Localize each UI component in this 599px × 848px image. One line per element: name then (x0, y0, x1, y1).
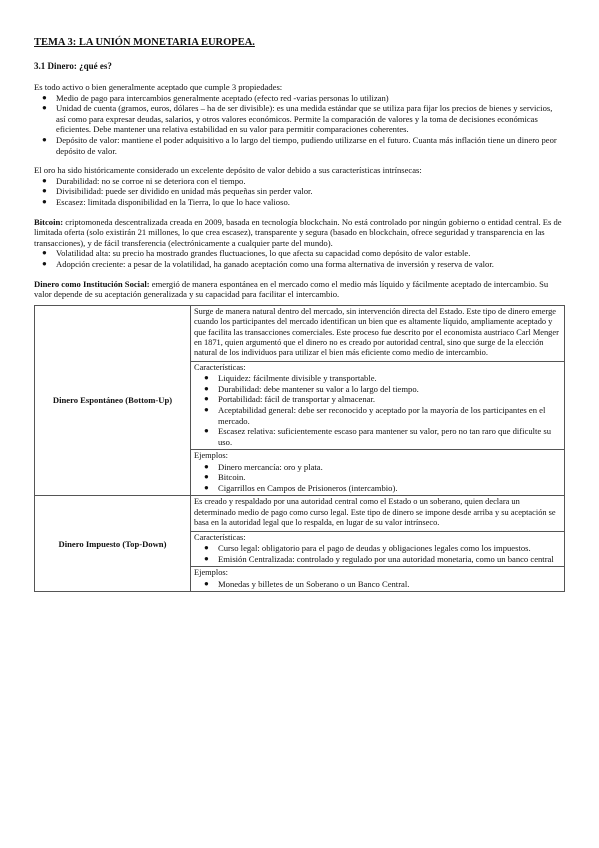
social-block (34, 279, 564, 300)
bullet-icon: ● (42, 196, 47, 206)
list-item: ● Cigarrillos en Campos de Prisioneros (intercambio). (204, 482, 398, 493)
list-item: ● Depósito de valor: mantiene el poder adquisitivo a lo largo del tiempo, pudiendo utilizarse en el futuro. Cuanta más inflación tiene un dinero peor depósito de valor. (42, 134, 557, 156)
row-header-spontaneous: Dinero Espontáneo (Bottom-Up) (35, 305, 191, 496)
bullet-icon: ● (204, 383, 209, 393)
list-item: ● Curso legal: obligatorio para el pago de deudas y obligaciones legales como los impuestos. (204, 543, 531, 554)
features-list (194, 373, 561, 447)
social-paragraph (34, 279, 564, 300)
table-row (35, 496, 565, 531)
examples-label: Ejemplos: (194, 568, 228, 578)
bullet-icon: ● (204, 404, 209, 414)
list-item: ● Bitcoin. (204, 472, 246, 483)
examples-list (194, 462, 561, 494)
list-item: ● Durabilidad: no se corroe ni se deteriora con el tiempo. (42, 175, 246, 186)
list-item: ● Dinero mercancía: oro y plata. (204, 461, 323, 472)
features-label: Características: (194, 532, 246, 542)
imposed-description: Es creado y respaldado por una autoridad central como el Estado o un soberano, quien declara un determinado medio de pago como curso legal. Este tipo de dinero se impone desde arriba y su aceptación se basa en la autoridad legal que lo respalda, en lugar de su valor intrínseco. (191, 496, 565, 531)
bullet-icon: ● (204, 373, 209, 383)
bullet-icon: ● (204, 472, 209, 482)
imposed-examples-cell (191, 567, 565, 592)
bullet-icon: ● (42, 134, 47, 144)
table-row (35, 305, 565, 361)
list-item: ● Unidad de cuenta (gramos, euros, dólares – ha de ser divisible): es una medida estándar que se utiliza para fijar los precios de bienes y servicios, así como para expresar deudas, salarios, y otros valores económicos. Permite la comparación de valores y la toma de decisiones económicas eficientes. Debe mantener una relativa estabilidad en su valor para permitir comparaciones coherentes. (42, 103, 553, 135)
document-page (34, 36, 564, 592)
bullet-icon: ● (42, 92, 47, 102)
bullet-icon: ● (204, 461, 209, 471)
bullet-icon: ● (204, 578, 209, 588)
examples-label: Ejemplos: (194, 451, 228, 461)
examples-list (194, 579, 561, 590)
properties-block (34, 82, 564, 156)
bullet-icon: ● (204, 426, 209, 436)
gold-list (34, 176, 564, 208)
page-title: TEMA 3: LA UNIÓN MONETARIA EUROPEA. (34, 37, 255, 48)
spontaneous-examples-cell (191, 450, 565, 496)
list-item: ● Adopción creciente: a pesar de la volatilidad, ha ganado aceptación como una forma alternativa de inversión y reserva de valor. (42, 258, 494, 269)
bullet-icon: ● (42, 175, 47, 185)
list-item: ● Portabilidad: fácil de transportar y almacenar. (204, 394, 376, 405)
list-item: ● Volatilidad alta: su precio ha mostrado grandes fluctuaciones, lo que afecta su capacidad como depósito de valor estable. (42, 248, 471, 259)
spontaneous-features-cell (191, 361, 565, 450)
bullet-icon: ● (42, 186, 47, 196)
bullet-icon: ● (204, 543, 209, 553)
gold-block (34, 165, 564, 207)
intro-paragraph: Es todo activo o bien generalmente aceptado que cumple 3 propiedades: (34, 82, 283, 92)
bullet-icon: ● (204, 482, 209, 492)
features-label: Características: (194, 362, 246, 372)
bullet-icon: ● (42, 248, 47, 258)
social-text: emergió de manera espontánea en el mercado como el medio más líquido y fácilmente aceptado de intercambio. Su valor depende de su aceptación generalizada y su capacidad para facilitar el intercambio. (34, 278, 549, 300)
list-item: ● Monedas y billetes de un Soberano o un Banco Central. (204, 578, 410, 589)
features-list (194, 543, 561, 564)
list-item: ● Escasez: limitada disponibilidad en la Tierra, lo que lo hace valioso. (42, 196, 290, 207)
section-heading: 3.1 Dinero: ¿qué es? (34, 61, 112, 71)
bitcoin-paragraph (34, 217, 564, 249)
list-item: ● Divisibilidad: puede ser dividido en unidad más pequeñas sin perder valor. (42, 186, 313, 197)
bitcoin-list (34, 248, 564, 269)
imposed-features-cell (191, 531, 565, 567)
gold-intro: El oro ha sido históricamente considerado un excelente depósito de valor debido a sus características intrínsecas: (34, 165, 422, 176)
money-types-table (34, 305, 565, 593)
properties-list (34, 93, 564, 157)
bullet-icon: ● (42, 103, 47, 113)
bullet-icon: ● (204, 394, 209, 404)
bitcoin-lead: Bitcoin: (34, 216, 64, 227)
list-item: ● Emisión Centralizada: controlado y regulado por una autoridad monetaria, como un banco central (204, 553, 554, 564)
row-header-imposed: Dinero Impuesto (Top-Down) (35, 496, 191, 592)
bitcoin-text: criptomoneda descentralizada creada en 2009, basada en tecnología blockchain. No está controlado por ningún gobierno o entidad central. Es de limitada oferta (solo existirán 21 millones, lo que crea escasez), transparente y segura (basado en blockchain, ofrece seguridad y transparencia en las transacciones), y de fácil transferencia (electrónicamente a cualquier parte del mundo). (34, 216, 562, 248)
list-item: ● Escasez relativa: suficientemente escaso para mantener su valor, pero no tan raro que dificulte su uso. (204, 426, 551, 447)
list-item: ● Aceptabilidad general: debe ser reconocido y aceptado por la mayoría de los participantes en el mercado. (204, 404, 546, 426)
list-item: ● Durabilidad: debe mantener su valor a lo largo del tiempo. (204, 383, 419, 394)
bitcoin-block (34, 217, 564, 270)
spontaneous-description: Surge de manera natural dentro del mercado, sin intervención directa del Estado. Este tipo de dinero emerge cuando los participantes del mercado identifican un bien que es altamente líquido, ampliamente aceptado y que facilita las transacciones comerciales. Este proceso fue descrito por el economista austriaco Carl Menger en 1871, quien argumentó que el dinero no es creado por autoridad central, sino que surge de la elección natural de los individuos para utilizar el bien más eficiente como medio de intercambio. (191, 305, 565, 361)
bullet-icon: ● (42, 258, 47, 268)
list-item: ● Liquidez: fácilmente divisible y transportable. (204, 373, 377, 384)
list-item: ● Medio de pago para intercambios generalmente aceptado (efecto red -varias personas lo utilizan) (42, 92, 389, 103)
bullet-icon: ● (204, 553, 209, 563)
social-lead: Dinero como Institución Social: (34, 278, 150, 289)
